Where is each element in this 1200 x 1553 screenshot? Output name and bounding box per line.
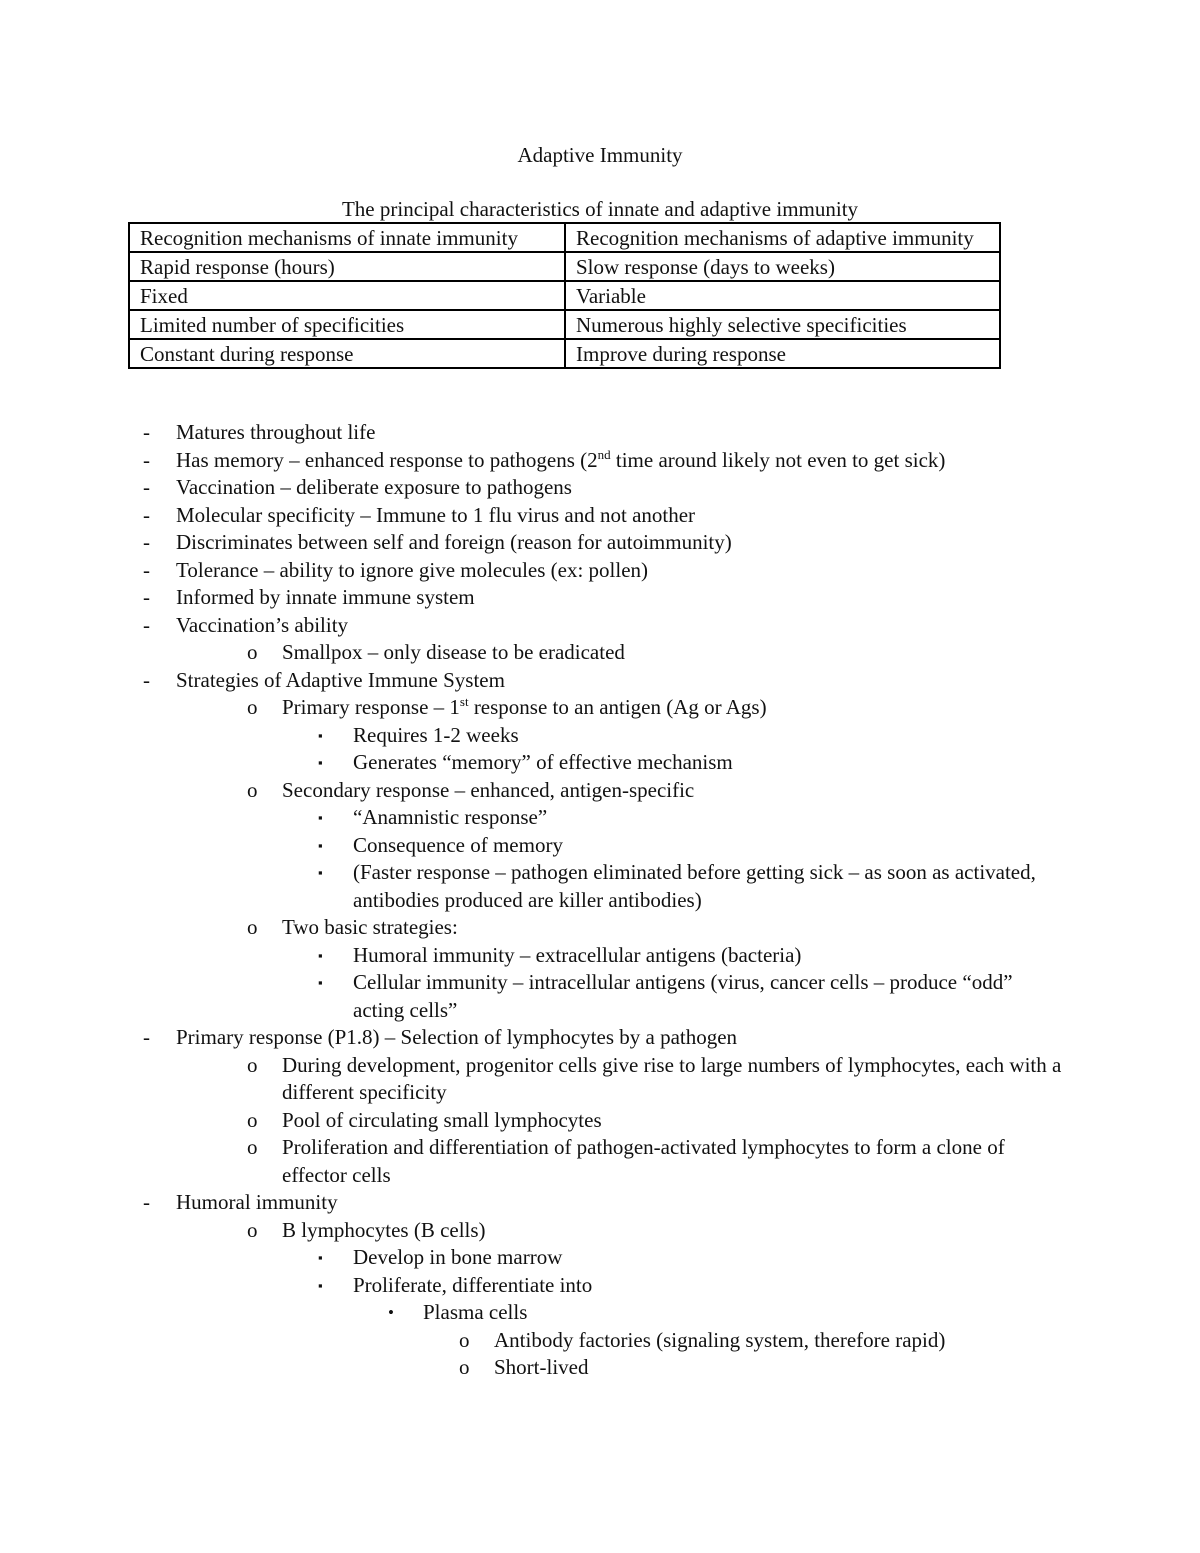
page-title: Adaptive Immunity (517, 143, 683, 167)
list-item: - Matures throughout life (0, 419, 1200, 447)
list-item: o Pool of circulating small lymphocytes (0, 1107, 1200, 1135)
list-item: - Vaccination’s ability (0, 612, 1200, 640)
list-item: ▪ (Faster response – pathogen eliminated before getting sick – as soon as activated, antibodies produced are killer antibodies) (318, 860, 1036, 912)
square-bullet: ▪ (318, 755, 323, 770)
circle-bullet: o (247, 1107, 258, 1132)
list-item: - Discriminates between self and foreign (reason for autoimmunity) (0, 529, 1200, 557)
list-item: - Strategies of Adaptive Immune System (0, 667, 1200, 695)
square-bullet: ▪ (318, 975, 323, 990)
list-item: ▪ Requires 1-2 weeks (0, 722, 1200, 750)
list-item: ▪ Humoral immunity – extracellular antigens (bacteria) (0, 942, 1200, 970)
circle-bullet: o (247, 640, 258, 664)
square-bullet: ▪ (318, 810, 323, 825)
circle-bullet: o (459, 1327, 470, 1352)
list-item: o Proliferation and differentiation of pathogen-activated lymphocytes to form a clone of effector cells (247, 1135, 1005, 1187)
circle-bullet: o (247, 915, 258, 939)
dash-bullet: - (143, 475, 150, 499)
list-item: o Antibody factories (signaling system, therefore rapid) (0, 1327, 1200, 1355)
table-cell: Variable (565, 281, 1000, 310)
table-cell: Recognition mechanisms of adaptive immunity (565, 223, 1000, 252)
dash-bullet: - (143, 447, 150, 472)
list-item: o Two basic strategies: (0, 914, 1200, 942)
circle-bullet: o (247, 695, 258, 719)
square-bullet: ▪ (318, 865, 323, 880)
square-bullet: ▪ (318, 837, 323, 853)
circle-bullet: o (459, 1355, 470, 1379)
table-cell: Rapid response (hours) (129, 252, 565, 281)
list-item: ▪ Cellular immunity – intracellular antigens (virus, cancer cells – produce “odd” acting cells” (318, 970, 1013, 1022)
square-bullet: ▪ (318, 1250, 323, 1265)
list-item: o Secondary response – enhanced, antigen-specific (0, 777, 1200, 805)
square-bullet: ▪ (318, 947, 323, 963)
table-cell: Recognition mechanisms of innate immunity (129, 223, 565, 252)
table-caption: The principal characteristics of innate and adaptive immunity (341, 197, 859, 221)
square-bullet: ▪ (318, 727, 323, 743)
table-row (129, 310, 1000, 339)
dash-bullet: - (143, 557, 150, 582)
square-bullet: ▪ (318, 1277, 323, 1293)
list-item: - Humoral immunity (0, 1189, 1200, 1217)
list-item: o Primary response – 1st response to an antigen (Ag or Ags) (0, 694, 1200, 722)
list-item: ▪ “Anamnistic response” (0, 804, 1200, 832)
dash-bullet: - (143, 1190, 150, 1214)
table-cell: Constant during response (129, 339, 565, 368)
dash-bullet: - (143, 585, 150, 609)
circle-bullet: o (247, 1135, 258, 1159)
list-item: ▪ Proliferate, differentiate into (0, 1272, 1200, 1300)
table-cell: Fixed (129, 281, 565, 310)
list-item: - Informed by innate immune system (0, 584, 1200, 612)
dash-bullet: - (143, 502, 150, 527)
list-item: - Tolerance – ability to ignore give molecules (ex: pollen) (0, 557, 1200, 585)
list-item: ▪ Consequence of memory (0, 832, 1200, 860)
circle-bullet: o (247, 777, 258, 802)
table-row (129, 252, 1000, 281)
list-item: - Primary response (P1.8) – Selection of lymphocytes by a pathogen (0, 1024, 1200, 1052)
round-bullet: • (388, 1303, 394, 1322)
table-cell: Numerous highly selective specificities (565, 310, 1000, 339)
list-item: - Vaccination – deliberate exposure to pathogens (0, 474, 1200, 502)
dash-bullet: - (143, 530, 150, 554)
table-row (129, 281, 1000, 310)
list-item: - Has memory – enhanced response to pathogens (2nd time around likely not even to get sick) (0, 447, 1200, 475)
circle-bullet: o (247, 1217, 258, 1242)
table-cell: Limited number of specificities (129, 310, 565, 339)
table-cell: Slow response (days to weeks) (565, 252, 1000, 281)
list-item: o B lymphocytes (B cells) (0, 1217, 1200, 1245)
comparison-table (128, 222, 1001, 369)
dash-bullet: - (143, 1025, 150, 1049)
table-row (129, 339, 1000, 368)
dash-bullet: - (143, 420, 150, 444)
list-item: • Plasma cells (0, 1299, 1200, 1327)
dash-bullet: - (143, 667, 150, 692)
list-item: o Short-lived (0, 1354, 1200, 1382)
circle-bullet: o (247, 1052, 258, 1077)
list-item: o Smallpox – only disease to be eradicated (0, 639, 1200, 667)
table-row (129, 223, 1000, 252)
list-item: - Molecular specificity – Immune to 1 flu virus and not another (0, 502, 1200, 530)
list-item: ▪ Develop in bone marrow (0, 1244, 1200, 1272)
list-item: o During development, progenitor cells give rise to large numbers of lymphocytes, each with a different specificity (247, 1052, 1062, 1104)
notes-list (0, 419, 1200, 1382)
table-cell: Improve during response (565, 339, 1000, 368)
dash-bullet: - (143, 612, 150, 637)
list-item: ▪ Generates “memory” of effective mechanism (0, 749, 1200, 777)
